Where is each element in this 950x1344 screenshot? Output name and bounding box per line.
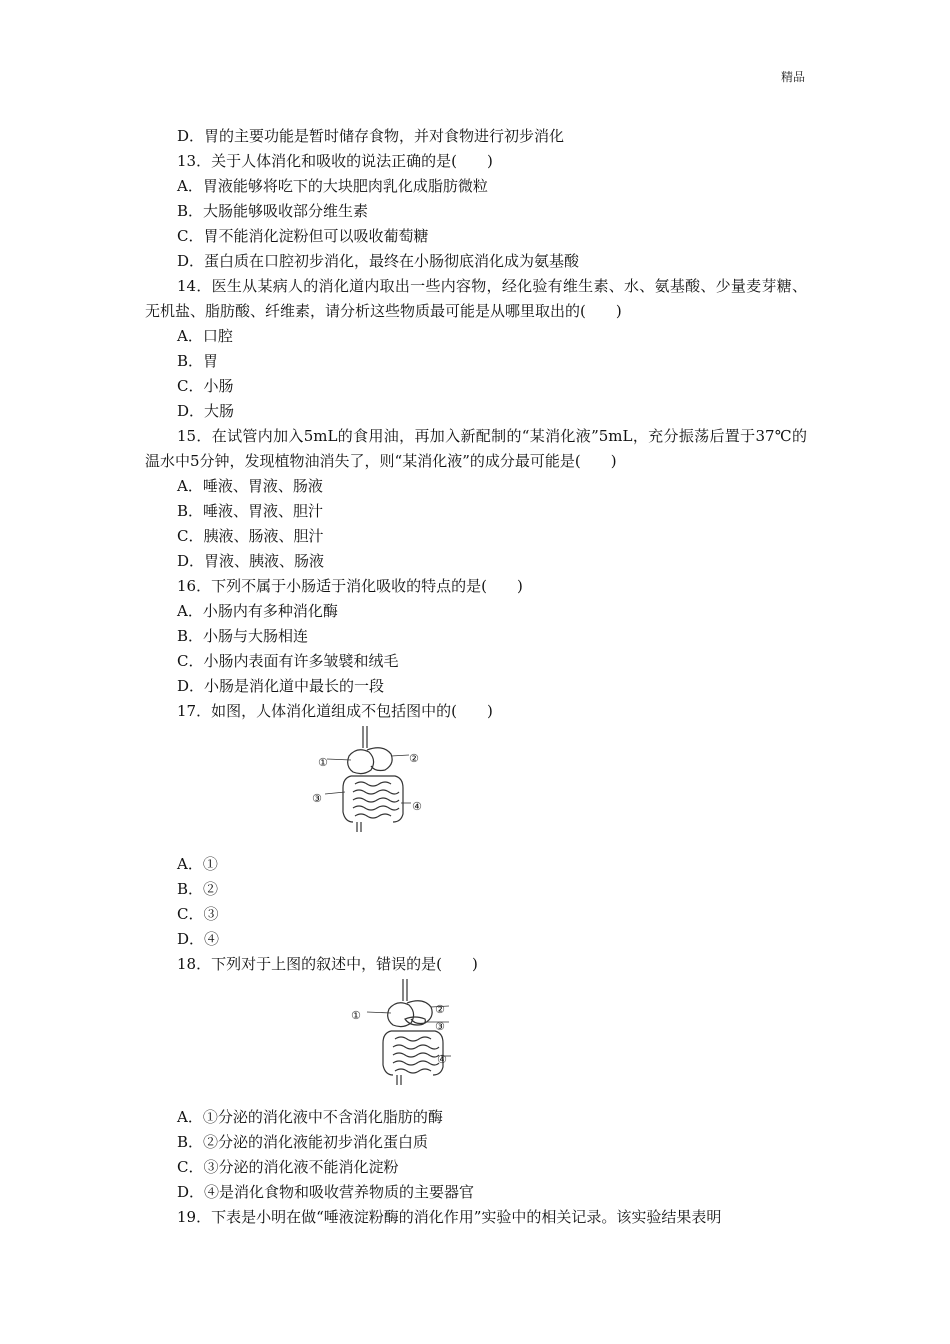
q19-stem: 19．下表是小明在做“唾液淀粉酶的消化作用”实验中的相关记录。该实验结果表明 <box>177 1208 722 1226</box>
q13-option-b[interactable]: B．大肠能够吸收部分维生素 <box>177 202 369 220</box>
q18-label-4: ④ <box>437 1053 447 1066</box>
q18-option-a[interactable]: A．①分泌的消化液中不含消化脂肪的酶 <box>177 1108 443 1126</box>
q14-option-b[interactable]: B．胃 <box>177 352 219 370</box>
q18-option-c[interactable]: C．③分泌的消化液不能消化淀粉 <box>177 1158 399 1176</box>
q17-option-b[interactable]: B．② <box>177 880 219 898</box>
question-content <box>145 124 807 1230</box>
q17-option-d[interactable]: D．④ <box>177 930 220 948</box>
q17-label-1: ① <box>318 756 328 769</box>
q14-option-a[interactable]: A．口腔 <box>177 327 233 345</box>
q15-option-b[interactable]: B．唾液、胃液、胆汁 <box>177 502 324 520</box>
q13-stem: 13．关于人体消化和吸收的说法正确的是( ) <box>177 152 493 170</box>
q13-option-d[interactable]: D．蛋白质在口腔初步消化，最终在小肠彻底消化成为氨基酸 <box>177 252 580 270</box>
q16-stem: 16．下列不属于小肠适于消化吸收的特点的是( ) <box>177 577 523 595</box>
q14-stem: 14．医生从某病人的消化道内取出一些内容物，经化验有维生素、水、氨基酸、少量麦芽糖、无机盐、脂肪酸、纤维素，请分析这些物质最可能是从哪里取出的( ) <box>145 277 807 320</box>
q16-option-b[interactable]: B．小肠与大肠相连 <box>177 627 309 645</box>
q13-option-c[interactable]: C．胃不能消化淀粉但可以吸收葡萄糖 <box>177 227 429 245</box>
q17-label-4: ④ <box>412 800 422 813</box>
q13-option-a[interactable]: A．胃液能够将吃下的大块肥肉乳化成脂肪微粒 <box>177 177 488 195</box>
q18-stem: 18．下列对于上图的叙述中，错误的是( ) <box>177 955 478 973</box>
q18-label-1: ① <box>351 1009 361 1022</box>
q15-option-a[interactable]: A．唾液、胃液、肠液 <box>177 477 323 495</box>
q15-option-c[interactable]: C．胰液、肠液、胆汁 <box>177 527 324 545</box>
q17-label-2: ② <box>409 752 419 765</box>
q18-label-3: ③ <box>435 1020 445 1033</box>
q17-digestive-figure <box>145 724 807 852</box>
q18-label-2: ② <box>435 1003 445 1016</box>
header-mark: 精品 <box>780 70 805 84</box>
q17-option-a[interactable]: A．① <box>177 855 218 873</box>
q16-option-d[interactable]: D．小肠是消化道中最长的一段 <box>177 677 385 695</box>
q15-option-d[interactable]: D．胃液、胰液、肠液 <box>177 552 325 570</box>
q14-option-c[interactable]: C．小肠 <box>177 377 234 395</box>
q18-option-d[interactable]: D．④是消化食物和吸收营养物质的主要器官 <box>177 1183 475 1201</box>
q16-option-a[interactable]: A．小肠内有多种消化酶 <box>177 602 338 620</box>
q15-stem: 15．在试管内加入5mL的食用油，再加入新配制的“某消化液”5mL，充分振荡后置于37℃的温水中5分钟，发现植物油消失了，则“某消化液”的成分最可能是( ) <box>145 427 807 470</box>
digestive-system-diagram <box>313 726 423 834</box>
q16-option-c[interactable]: C．小肠内表面有许多皱襞和绒毛 <box>177 652 399 670</box>
q17-stem: 17．如图，人体消化道组成不包括图中的( ) <box>177 702 493 720</box>
q17-label-3: ③ <box>312 792 322 805</box>
q14-option-d[interactable]: D．大肠 <box>177 402 235 420</box>
q12-option-d: D．胃的主要功能是暂时储存食物，并对食物进行初步消化 <box>177 127 565 145</box>
q18-option-b[interactable]: B．②分泌的消化液能初步消化蛋白质 <box>177 1133 429 1151</box>
q18-digestive-figure <box>145 977 807 1105</box>
q17-option-c[interactable]: C．③ <box>177 905 219 923</box>
